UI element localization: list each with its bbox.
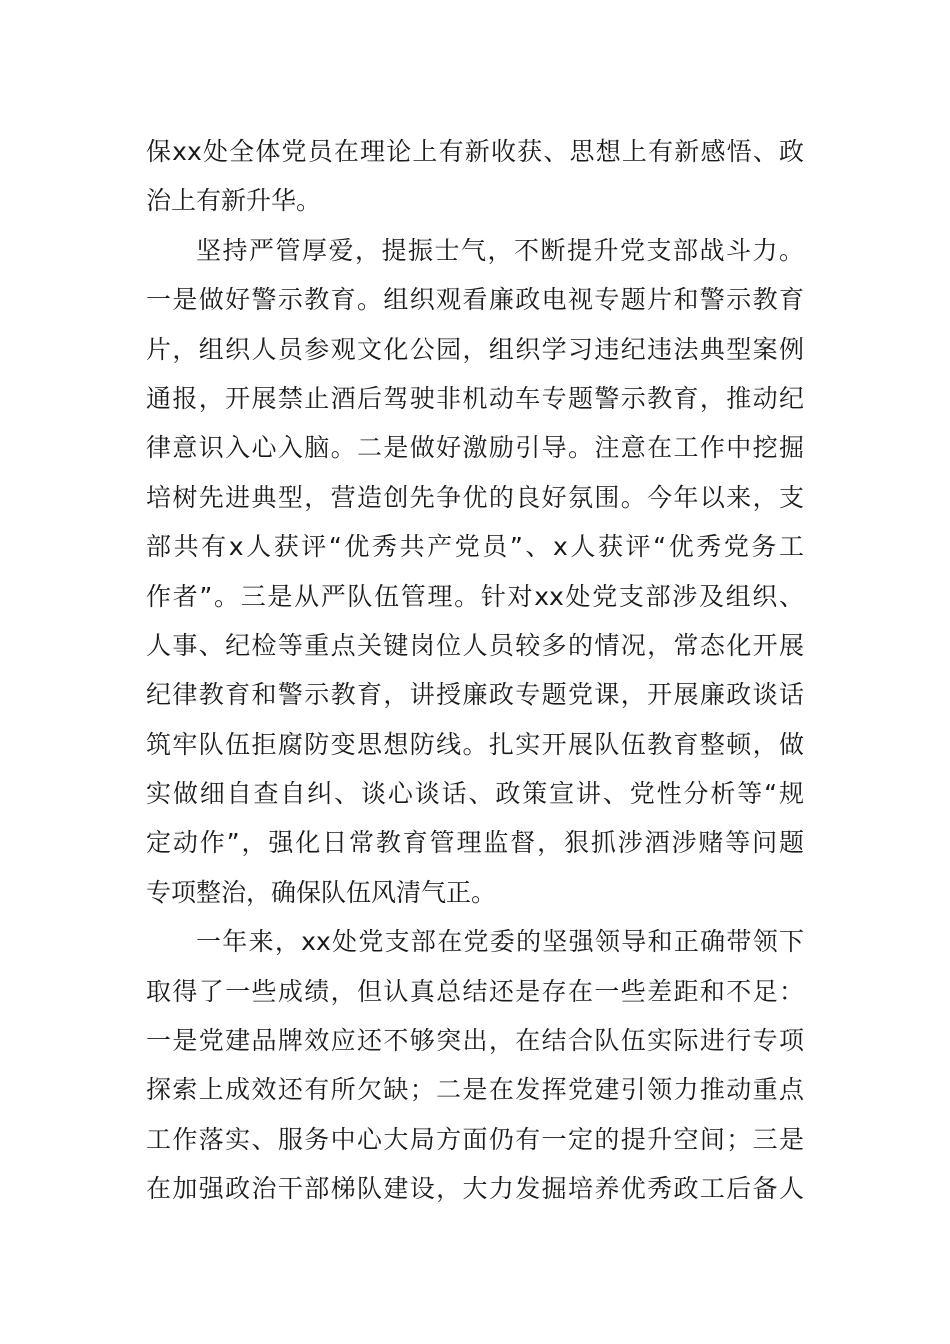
- text-line: 坚持严管厚爱，提振士气，不断提升党支部战斗力。: [196, 235, 804, 265]
- text-line: 律意识入心入脑。二是做好激励引导。注意在工作中挖掘: [146, 433, 804, 463]
- text-line: 部共有x人获评“优秀共产党员”、x人获评“优秀党务工: [146, 532, 804, 562]
- text-line: 实做细自查自纠、谈心谈话、政策宣讲、党性分析等“规: [146, 779, 804, 809]
- text-line: 筑牢队伍拒腐防变思想防线。扎实开展队伍教育整顿，做: [146, 729, 804, 759]
- text-line: 治上有新升华。: [146, 186, 322, 216]
- text-line: 一年来，xx处党支部在党委的坚强领导和正确带领下: [196, 927, 804, 957]
- text-line: 一是做好警示教育。组织观看廉政电视专题片和警示教育: [146, 285, 804, 315]
- text-line: 片，组织人员参观文化公园，组织学习违纪违法典型案例: [146, 334, 804, 364]
- text-line: 纪律教育和警示教育，讲授廉政专题党课，开展廉政谈话: [146, 680, 804, 710]
- text-line: 一是党建品牌效应还不够突出，在结合队伍实际进行专项: [146, 1026, 804, 1056]
- body-text: [146, 127, 804, 1214]
- text-line: 探索上成效还有所欠缺；二是在发挥党建引领力推动重点: [146, 1075, 804, 1105]
- text-line: 通报，开展禁止酒后驾驶非机动车专题警示教育，推动纪: [146, 383, 804, 413]
- text-line: 培树先进典型，营造创先争优的良好氛围。今年以来，支: [146, 482, 804, 512]
- text-line: 在加强政治干部梯队建设，大力发掘培养优秀政工后备人: [146, 1174, 804, 1204]
- text-line: 取得了一些成绩，但认真总结还是存在一些差距和不足：: [146, 976, 804, 1006]
- text-line: 工作落实、服务中心大局方面仍有一定的提升空间；三是: [146, 1124, 804, 1154]
- text-line: 保xx处全体党员在理论上有新收获、思想上有新感悟、政: [146, 137, 804, 166]
- text-line: 作者”。三是从严队伍管理。针对xx处党支部涉及组织、: [146, 581, 804, 611]
- text-line: 定动作”，强化日常教育管理监督，狠抓涉酒涉赌等问题: [146, 828, 804, 858]
- text-line: 人事、纪检等重点关键岗位人员较多的情况，常态化开展: [146, 630, 804, 660]
- text-line: 专项整治，确保队伍风清气正。: [146, 877, 497, 907]
